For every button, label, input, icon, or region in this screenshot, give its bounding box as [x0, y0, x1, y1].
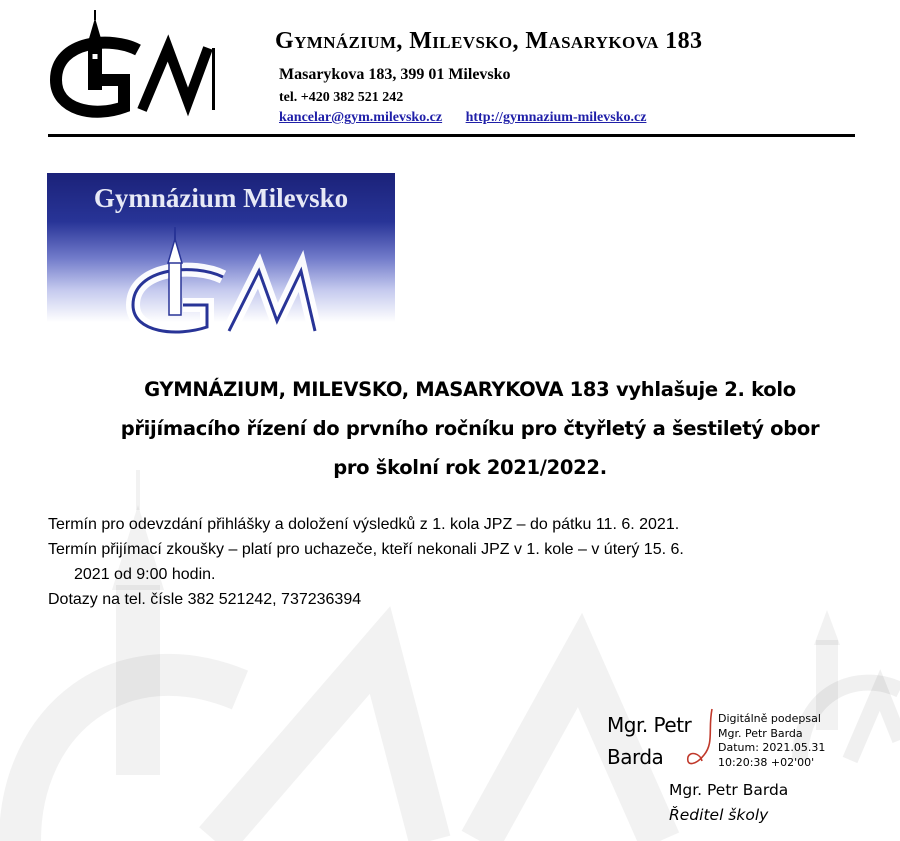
school-address: Masarykova 183, 399 01 Milevsko — [279, 66, 511, 83]
header-divider — [48, 134, 855, 137]
announcement-heading — [70, 370, 870, 487]
school-banner-image — [47, 173, 395, 335]
signature-stroke-icon — [684, 705, 720, 775]
body-paragraphs — [48, 512, 684, 612]
contact-links — [279, 110, 646, 126]
website-link[interactable]: http://gymnazium-milevsko.cz — [465, 110, 647, 125]
deadline-text: Termín pro odevzdání přihlášky a doložení výsledků z 1. kola JPZ – do pátku 11. 6. 2021. — [48, 516, 680, 533]
school-phone: tel. +420 382 521 242 — [279, 90, 404, 105]
signatory-role: Ředitel školy — [669, 806, 769, 824]
signatory-block — [669, 778, 788, 828]
digital-signature-info: Digitálně podepsal Mgr. Petr Barda Datum: 2021.05.31 10:20:38 +02'00' — [718, 712, 826, 769]
school-logo-icon — [50, 10, 215, 120]
email-link[interactable]: kancelar@gym.milevsko.cz — [279, 110, 443, 125]
banner-title: Gymnázium Milevsko — [93, 183, 349, 213]
exam-date-continuation: 2021 od 9:00 hodin. — [74, 566, 216, 583]
school-name-title: Gymnázium, Milevsko, Masarykova 183 — [275, 28, 703, 54]
announcement-line: GYMNÁZIUM, MILEVSKO, MASARYKOVA 183 vyhlašuje 2. kolo — [144, 378, 796, 401]
contact-phones-text: Dotazy na tel. čísle 382 521242, 737236394 — [48, 591, 362, 608]
exam-date-text: Termín přijímací zkoušky – platí pro uchazeče, kteří nekonali JPZ v 1. kole – v úterý 15. 6. — [48, 541, 684, 558]
announcement-line: přijímacího řízení do prvního ročníku pro čtyřletý a šestiletý obor — [120, 417, 820, 440]
announcement-line: pro školní rok 2021/2022. — [333, 456, 607, 479]
signature-name: Mgr. Petr Barda — [607, 713, 692, 769]
signatory-name: Mgr. Petr Barda — [669, 781, 789, 799]
banner-logo-icon — [125, 225, 325, 335]
